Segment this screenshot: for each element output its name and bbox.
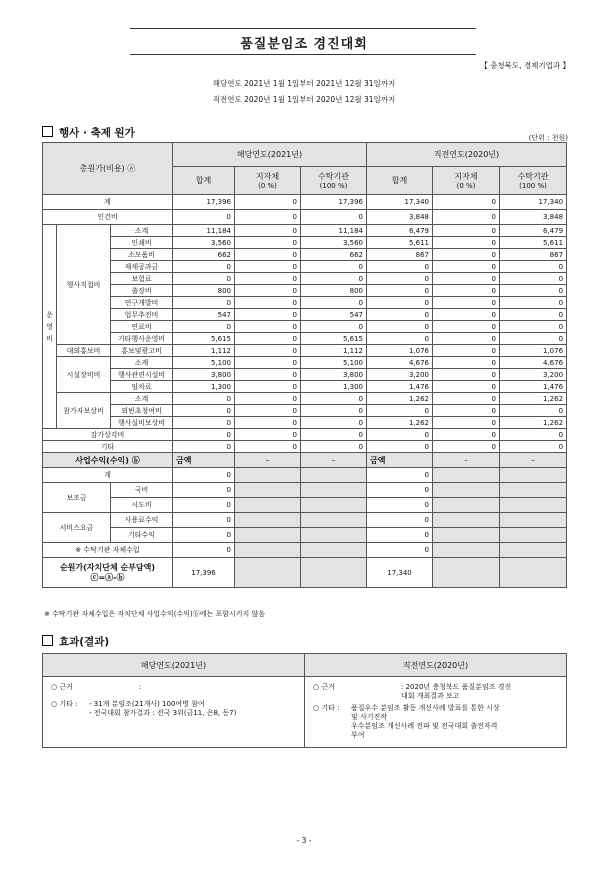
table-row: 제세공과금 0 0 0 0 0 0 xyxy=(43,261,567,273)
cost-header: 총원가(비용) ⓐ xyxy=(43,143,173,195)
effects-current-other: ○ 기타 : - 31개 분임조(21개사) 100여명 참여 - 전국대회 참가결과 : 전국 3위(금11, 은8, 동7) xyxy=(51,700,237,717)
table-row: 대외홍보비 홍보및광고비 1,112 0 1,112 1,076 0 1,076 xyxy=(43,345,567,357)
net-cost-label: 순원가(자치단체 순부담액) xyxy=(59,562,156,572)
table-row: 행사관련시설비 3,800 0 3,800 3,200 0 3,200 xyxy=(43,369,567,381)
table-row: 외빈초청여비 0 0 0 0 0 0 xyxy=(43,405,567,417)
unit-label: (단위 : 천원) xyxy=(528,134,568,142)
table-row: 기타 0 0 0 0 0 0 xyxy=(43,441,567,453)
table-row: 감가상각비 0 0 0 0 0 0 xyxy=(43,429,567,441)
previous-year-header: 직전연도(2020년) xyxy=(367,143,567,167)
table-row: 소모품비 662 0 662 867 0 867 xyxy=(43,249,567,261)
table-row: ※ 수탁기관 자체수입 0 0 xyxy=(43,543,567,558)
checkbox-square-icon xyxy=(42,635,53,646)
section-cost-title: 행사 · 축제 원가 xyxy=(59,127,135,139)
col-total-prev: 합계 xyxy=(367,167,433,195)
period-previous: 직전연도 2020년 1월 1일부터 2020년 12월 31일까지 xyxy=(212,95,396,104)
col-local-prev: 지자체 (0 %) xyxy=(433,167,500,195)
event-group-label: 행사직접비 xyxy=(57,225,111,345)
effects-previous-basis: ○ 근거 : 2020년 충청북도 품질분임조 경진 대회 개최결과 보고 xyxy=(313,683,512,700)
effects-previous-header: 직전연도(2020년) xyxy=(305,654,567,677)
table-row: 계 0 0 xyxy=(43,468,567,483)
title-rule-bottom xyxy=(130,54,476,55)
section-cost-heading xyxy=(42,125,135,140)
section-effects-title: 효과(결과) xyxy=(59,636,110,648)
effects-current-header: 해당연도(2021년) xyxy=(43,654,305,677)
net-cost-formula: ⓒ=ⓐ-ⓑ xyxy=(90,572,125,582)
col-contractor-prev: 수탁기관 (100 %) xyxy=(500,167,567,195)
page-number: - 3 - xyxy=(296,836,312,845)
footnote: ※ 수탁기관 자체수입은 자치단체 사업수익(수익)ⓑ에는 포함시키지 않음 xyxy=(44,610,266,618)
col-contractor: 수탁기관 (100 %) xyxy=(301,167,367,195)
net-cost-row: 순원가(자치단체 순부담액) ⓒ=ⓐ-ⓑ 17,396 17,340 xyxy=(43,558,567,588)
table-row: 참가자보상비 소계 0 0 0 1,262 0 1,262 xyxy=(43,393,567,405)
subsidy-group-label: 보조금 xyxy=(43,483,111,513)
effects-table xyxy=(42,653,567,748)
col-local: 지자체 (0 %) xyxy=(235,167,301,195)
table-row: 행사실비보상비 0 0 0 1,262 0 1,262 xyxy=(43,417,567,429)
table-row: 임차료 1,300 0 1,300 1,476 0 1,476 xyxy=(43,381,567,393)
table-row: 출장비 800 0 800 0 0 0 xyxy=(43,285,567,297)
facility-group-label: 시설장비비 xyxy=(57,357,111,393)
department-label: 【 충청북도, 경제기업과 】 xyxy=(480,61,570,70)
table-row: 보험료 0 0 0 0 0 0 xyxy=(43,273,567,285)
table-row: 기타수익 0 0 xyxy=(43,528,567,543)
table-row: 시도비 0 0 xyxy=(43,498,567,513)
section-effects-heading xyxy=(42,634,109,649)
table-row: 계 17,396 0 17,396 17,340 0 17,340 xyxy=(43,195,567,210)
table-row: 업무추진비 547 0 547 0 0 0 xyxy=(43,309,567,321)
service-group-label: 서비스요금 xyxy=(43,513,111,543)
revenue-header-row: 사업수익(수익) ⓑ 금액 – – 금액 – – xyxy=(43,453,567,468)
table-row: 인쇄비 3,560 0 3,560 5,611 0 5,611 xyxy=(43,237,567,249)
table-row: 기타행사운영비 5,615 0 5,615 0 0 0 xyxy=(43,333,567,345)
table-row: 연료비 0 0 0 0 0 0 xyxy=(43,321,567,333)
comp-group-label: 참가자보상비 xyxy=(57,393,111,429)
table-row: 인건비 0 0 0 3,848 0 3,848 xyxy=(43,210,567,225)
cost-table xyxy=(42,142,567,588)
table-row: 연구개발비 0 0 0 0 0 0 xyxy=(43,297,567,309)
operation-group-label: 운영비 xyxy=(43,225,57,429)
document-title: 품질분임조 경진대회 xyxy=(240,37,368,52)
effects-previous-other: ○ 기타 : 품질우수 분임조 활동 개선사례 발표를 통한 시상 및 사기진작 우수분임조 개선사례 전파 및 전국대회 출전자격 부여 xyxy=(313,704,500,739)
table-row: 보조금 국비 0 0 xyxy=(43,483,567,498)
effects-current-basis: ○ 근거 : xyxy=(51,683,142,691)
pr-group-label: 대외홍보비 xyxy=(57,345,111,357)
period-current: 해당연도 2021년 1월 1일부터 2021년 12월 31일까지 xyxy=(212,79,396,88)
title-rule-top xyxy=(130,28,476,29)
checkbox-square-icon xyxy=(42,126,53,137)
current-year-header: 해당연도(2021년) xyxy=(173,143,367,167)
table-row: 운영비 행사직접비 소계 11,184 0 11,184 6,479 0 6,479 xyxy=(43,225,567,237)
table-row: 서비스요금 사용료수익 0 0 xyxy=(43,513,567,528)
col-total: 합계 xyxy=(173,167,235,195)
table-row: 시설장비비 소계 5,100 0 5,100 4,676 0 4,676 xyxy=(43,357,567,369)
